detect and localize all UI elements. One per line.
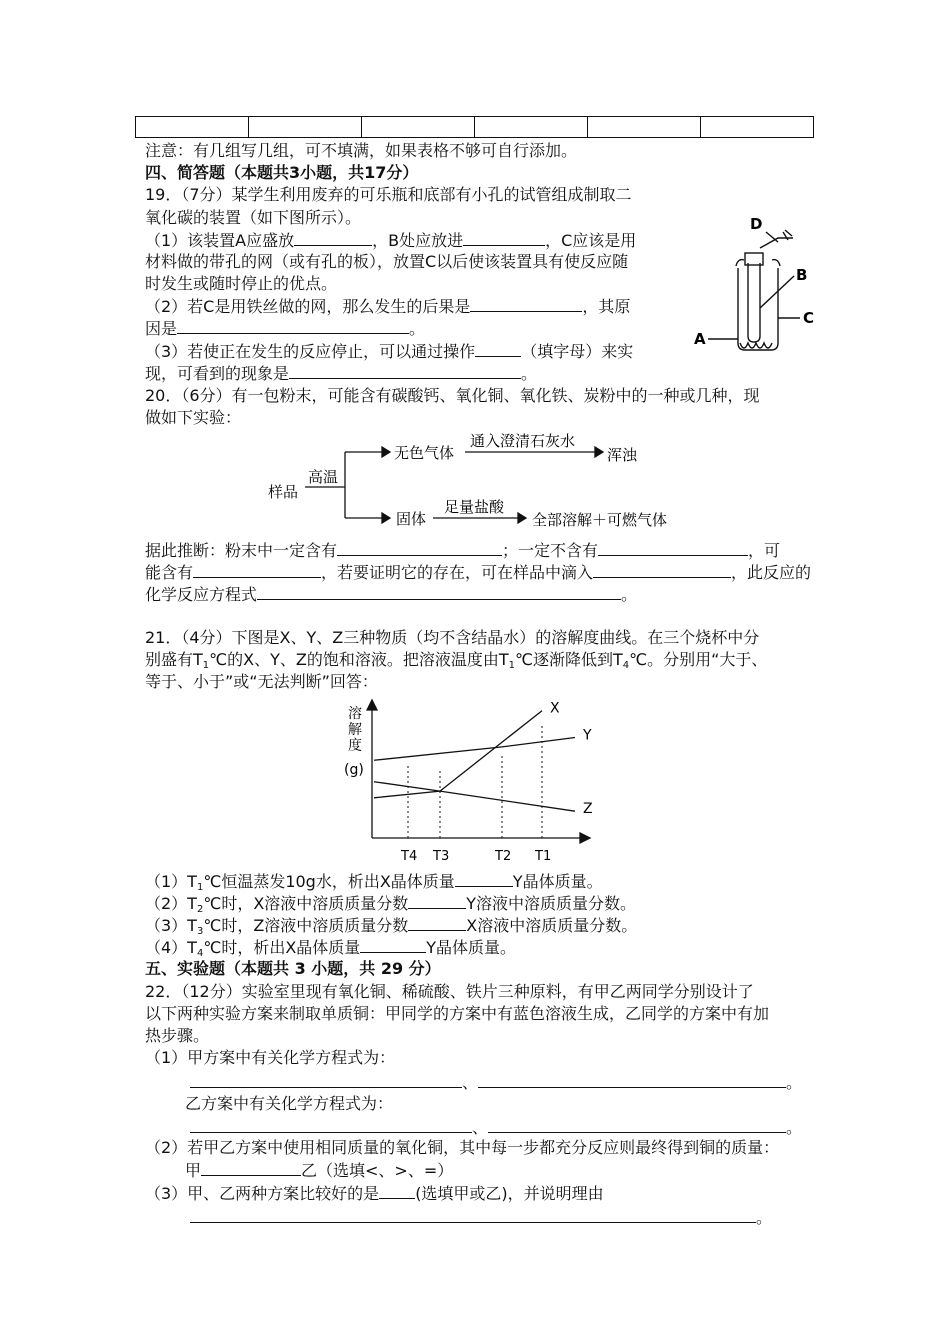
svg-text:高温: 高温: [308, 468, 339, 486]
q22-eq-yi: 、 。: [190, 1117, 802, 1138]
q19-line1: 19．（7分）某学生利用废弃的可乐瓶和底部有小孔的试管组成制取二: [145, 185, 632, 204]
svg-text:通入澄清石灰水: 通入澄清石灰水: [470, 432, 576, 450]
q22-s2: （2）若甲乙方案中使用相同质量的氧化铜，其中每一步都充分反应则最终得到铜的质量：: [145, 1138, 780, 1157]
q22-s3: （3）甲、乙两种方案比较好的是 (选填甲或乙)，并说明理由: [145, 1184, 604, 1203]
series-label-z: Z: [583, 801, 593, 818]
answer-table: [135, 116, 814, 138]
q21-s1: $(1)T_1℃$恒温蒸发10g水，析出X晶体质量 Y晶体质量。: [145, 872, 603, 893]
q20-line1: 20．（6分）有一包粉末，可能含有碳酸钙、氧化铜、氧化铁、炭粉中的一种或几种，现: [145, 386, 760, 405]
label-a: A: [694, 330, 706, 348]
svg-text:度: 度: [348, 738, 362, 754]
q21-s4: $(4)T_4℃$时，析出X晶体质量 Y晶体质量。: [145, 938, 517, 959]
q19-apparatus-diagram: [688, 208, 823, 358]
label-d: D: [750, 215, 763, 233]
q22-s3-reason: 。: [190, 1207, 772, 1228]
svg-text:足量盐酸: 足量盐酸: [444, 498, 505, 516]
q19-line4: 材料做的带孔的网（或有孔的板），放置C以后使该装置具有使反应随: [145, 252, 629, 271]
series-label-x: X: [550, 700, 560, 717]
svg-text:浑浊: 浑浊: [607, 446, 638, 464]
svg-text:无色气体: 无色气体: [394, 444, 455, 462]
q21-s3: $(3)T_3℃$时，Z溶液中溶质质量分数 X溶液中溶质质量分数。: [145, 916, 638, 937]
q22-s2-answer: 甲 乙（选填<、>、=）: [185, 1161, 454, 1180]
svg-text:(g): (g): [344, 762, 364, 778]
q19-line7: 因是 。: [145, 319, 426, 338]
tick-label-t4: T4: [401, 849, 418, 864]
series-line-y: [374, 738, 575, 761]
svg-text:样品: 样品: [268, 483, 299, 501]
svg-text:溶: 溶: [348, 706, 362, 722]
q19-line3: （1）该装置A应盛放 ，B处应放进 ，C应该是用: [145, 231, 637, 250]
q21-line2: 别盛有$T_1℃$的X、Y、Z的饱和溶液。把溶液温度由$T_1℃$逐渐降低到$T_4℃$。分别用“大于、: [145, 650, 768, 671]
q22-line1: 22．（12分）实验室里现有氧化铜、稀硫酸、铁片三种原料，有甲乙两同学分别设计了: [145, 982, 754, 1001]
tick-label-t2: T2: [495, 849, 512, 864]
series-line-z: [374, 782, 575, 811]
q20-flow-diagram: [260, 430, 690, 535]
q20-line4: 能含有 ，若要证明它的存在，可在样品中滴入 ，此反应的: [145, 563, 812, 582]
note: 注意：有几组写几组，可不填满，如果表格不够可自行添加。: [145, 141, 578, 160]
series-label-y: Y: [583, 727, 592, 744]
q19-line2: 氧化碳的装置（如下图所示）。: [145, 208, 362, 227]
q20-line2: 做如下实验：: [145, 408, 242, 427]
tick-label-t1: T1: [535, 849, 552, 864]
q22-line2: 以下两种实验方案来制取单质铜：甲同学的方案中有蓝色溶液生成，乙同学的方案中有加: [145, 1004, 770, 1023]
tick-label-t3: T3: [433, 849, 450, 864]
section5-title: 五、实验题（本题共 3 小题，共 29 分）: [145, 959, 441, 978]
q21-line3: 等于、小于”或“无法判断”回答：: [145, 672, 378, 691]
q22-s1b: 乙方案中有关化学方程式为：: [185, 1094, 394, 1113]
svg-text:固体: 固体: [396, 510, 427, 528]
solubility-chart: [340, 696, 610, 868]
q20-line5: 化学反应方程式 。: [145, 585, 638, 604]
label-c: C: [803, 309, 815, 327]
q22-line3: 热步骤。: [145, 1026, 210, 1045]
q19-line9: 现，可看到的现象是 。: [145, 364, 538, 383]
label-b: B: [796, 266, 808, 284]
section4-title: 四、简答题（本题共3小题，共17分）: [145, 163, 419, 182]
q21-line1: 21．（4分）下图是X、Y、Z三种物质（均不含结晶水）的溶解度曲线。在三个烧杯中分: [145, 628, 760, 647]
svg-text:解: 解: [348, 722, 362, 738]
q19-line5: 时发生或随时停止的优点。: [145, 274, 338, 293]
q20-line3: 据此推断：粉末中一定含有 ；一定不含有 ，可: [145, 541, 781, 560]
svg-text:全部溶解＋可燃气体: 全部溶解＋可燃气体: [532, 511, 668, 529]
q22-s1: （1）甲方案中有关化学方程式为：: [145, 1048, 396, 1067]
q19-line8: （3）若使正在发生的反应停止，可以通过操作 （填字母）来实: [145, 342, 634, 361]
q21-s2: $(2)T_2℃$时，X溶液中溶质质量分数 Y溶液中溶质质量分数。: [145, 894, 637, 915]
q19-line6: （2）若C是用铁丝做的网，那么发生的后果是 ，其原: [145, 297, 631, 316]
q22-eq-jia: 、 。: [190, 1072, 802, 1093]
